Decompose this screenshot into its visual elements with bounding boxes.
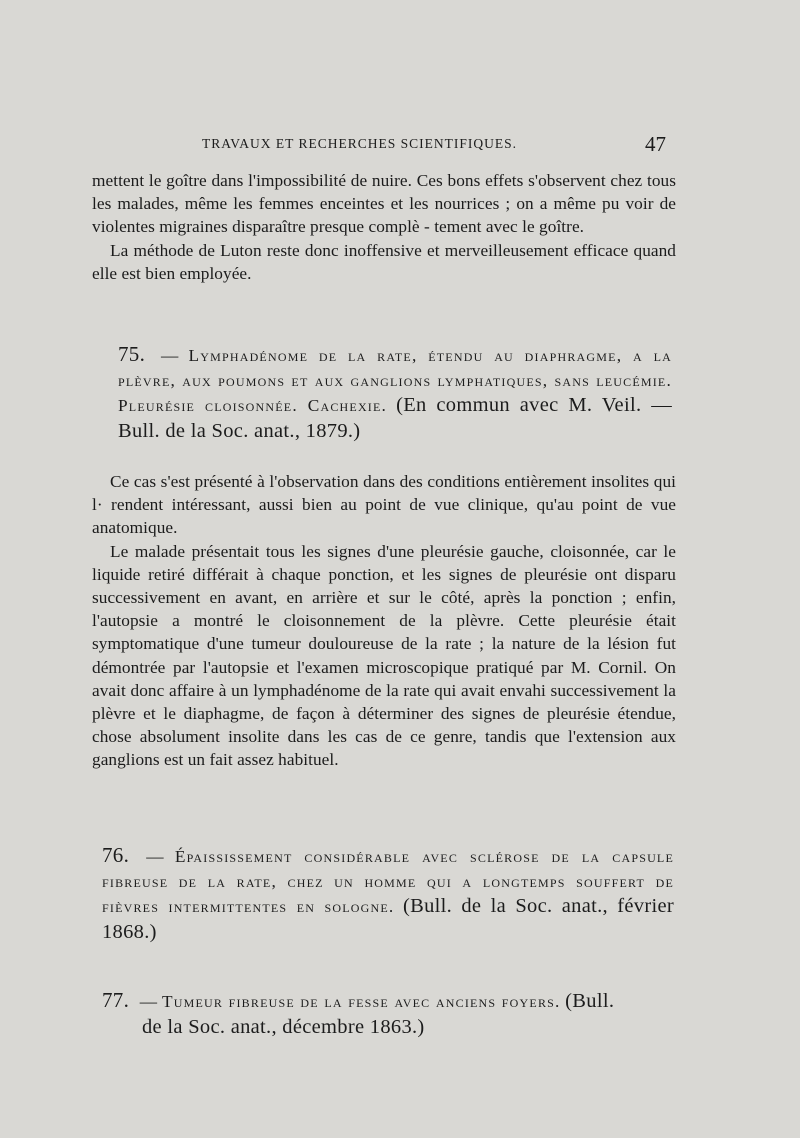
- entry-75-dash: —: [161, 346, 179, 365]
- entry-76-title-line: [102, 843, 674, 945]
- intro-section: [92, 169, 676, 285]
- entry-77-dash: —: [139, 992, 158, 1011]
- entry-77-title-line: [102, 988, 674, 1039]
- entry-77-title: Tumeur fibreuse de la fesse avec anciens foyers.: [162, 992, 561, 1011]
- entry-75-paragraph-1: Ce cas s'est présenté à l'observation dans des conditions entièrement insolites qui l· rendent intéressant, aussi bien au point de vue clinique, qu'au point de vue anatomique.: [92, 472, 676, 538]
- entry-77: [102, 988, 674, 1039]
- entry-75-citation: (En commun avec M. Veil. — Bull. de la Soc. anat., 1879.): [118, 394, 672, 442]
- page-header: [92, 132, 672, 160]
- entry-77-citation-a: (Bull.: [565, 990, 615, 1012]
- entry-76-citation: (Bull. de la Soc. anat., février 1868.): [102, 895, 674, 943]
- entry-76-title: Épaississement considérable avec sclérose de la capsule fibreuse de la rate, chez un homme qui a longtemps souffert de fièvres intermittentes en sologne.: [102, 847, 674, 916]
- running-title: TRAVAUX ET RECHERCHES SCIENTIFIQUES.: [202, 136, 518, 151]
- entry-77-number: 77.: [102, 988, 130, 1012]
- entry-75-body: [92, 470, 676, 772]
- page-number: 47: [645, 132, 666, 156]
- entry-77-citation-b: de la Soc. anat., décembre 1863.): [142, 1015, 425, 1038]
- intro-paragraph-2: La méthode de Luton reste donc inoffensive et merveilleusement efficace quand elle est bien employée.: [92, 240, 676, 283]
- entry-76: [102, 843, 674, 945]
- entry-75-paragraph-2: Le malade présentait tous les signes d'une pleurésie gauche, cloisonnée, car le liquide retiré différait à chaque ponction, et les signes de pleurésie ont disparu successivement en avant, en arrière et sur le côté, après la ponction ; enfin, l'autopsie a montré le cloisonnement de la plèvre. Cette pleurésie était symptomatique d'une tumeur douloureuse de la rate ; la nature de la lésion fut démontrée par l'autopsie et l'examen microscopique pratiqué par M. Cornil. On avait donc affaire à un lymphadénome de la rate qui avait envahi successivement la plèvre et le diaphagme, de façon à déterminer des signes de pleurésie étendue, chose absolument insolite dans les cas de ce genre, tandis que l'extension aux ganglions est un fait assez habituel.: [92, 541, 676, 770]
- entry-75-number: 75.: [118, 342, 146, 366]
- entry-75-title-line: [118, 342, 672, 444]
- entry-75-heading: [118, 342, 672, 444]
- entry-75-title: Lymphadénome de la rate, étendu au diaphragme, a la plèvre, aux poumons et aux ganglions lymphatiques, sans leucémie. Pleurésie cloisonnée. Cachexie.: [118, 346, 672, 415]
- entry-76-dash: —: [146, 847, 164, 866]
- intro-paragraph-1: mettent le goître dans l'impossibilité de nuire. Ces bons effets s'observent chez tous les malades, même les femmes enceintes et les nourrices ; on a même pu voir de violentes migraines disparaître presque complè - tement avec le goître.: [92, 171, 676, 237]
- entry-76-number: 76.: [102, 843, 130, 867]
